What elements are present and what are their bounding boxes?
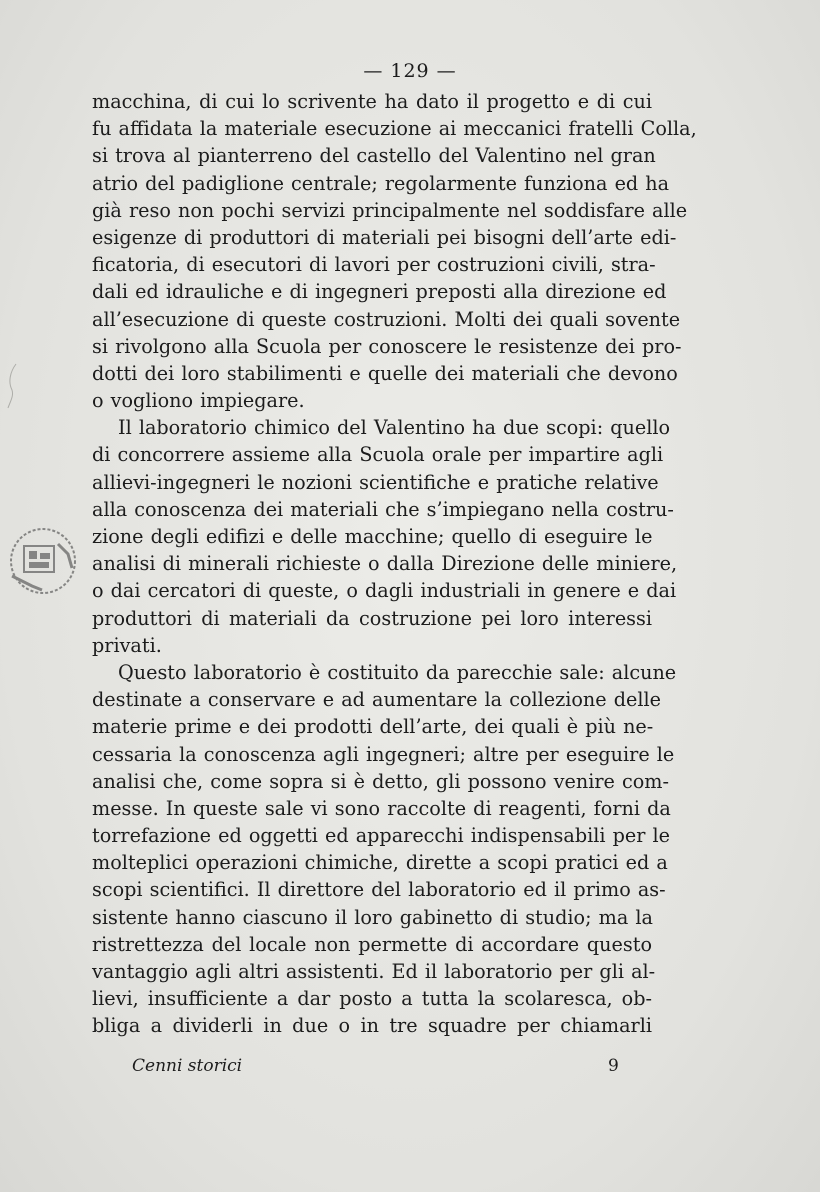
library-stamp-icon [2, 520, 84, 602]
text-line: o vogliono impiegare. [92, 389, 305, 413]
text-line: analisi di minerali richieste o dalla Direzione delle miniere, [92, 552, 678, 576]
text-line: destinate a conservare e ad aumentare la collezione delle [92, 688, 662, 712]
text-line: dali ed idrauliche e di ingegneri preposti alla direzione ed [92, 280, 667, 304]
paragraph-2 [92, 414, 678, 659]
text-line: zione degli edifizi e delle macchine; quello di eseguire le [92, 525, 653, 548]
footer-signature: Cenni storici [132, 1056, 243, 1076]
text-line: o dai cercatori di queste, o dagli industriali in genere e dai [92, 579, 677, 603]
text-line: di concorrere assieme alla Scuola orale per impartire agli [92, 443, 664, 467]
text-line: macchina, di cui lo scrivente ha dato il progetto e di cui [92, 90, 652, 113]
text-line: molteplici operazioni chimiche, dirette a scopi pratici ed a [92, 851, 668, 875]
text-line: fu affidata la materiale esecuzione ai meccanici fratelli Colla, [92, 117, 697, 141]
text-line: Questo laboratorio è costituito da parecchie sale: alcune [118, 660, 677, 684]
text-line: Il laboratorio chimico del Valentino ha due scopi: quello [118, 416, 671, 440]
text-line: alla conoscenza dei materiali che s’impiegano nella costru- [92, 497, 674, 521]
footer-signature-number: 9 [608, 1056, 619, 1076]
text-line: privati. [92, 633, 162, 657]
body-text [92, 88, 697, 1040]
text-line: materie prime e dei prodotti dell’arte, dei quali è più ne- [92, 715, 654, 739]
page-number: — 129 — [363, 60, 457, 82]
text-line: dotti dei loro stabilimenti e quelle dei materiali che devono [92, 361, 678, 385]
text-line: bliga a dividerli in due o in tre squadre per chiamarli [92, 1014, 652, 1038]
text-line: cessaria la conoscenza agli ingegneri; altre per eseguire le [92, 742, 675, 766]
margin-smudge [4, 360, 24, 410]
text-line: analisi che, come sopra si è detto, gli possono venire com- [92, 769, 669, 793]
text-line: già reso non pochi servizi principalmente nel soddisfare alle [92, 198, 688, 222]
text-line: ristrettezza del locale non permette di accordare questo [92, 932, 652, 956]
paragraph-1 [92, 88, 697, 414]
text-line: lievi, insufficiente a dar posto a tutta la scolaresca, ob- [92, 987, 652, 1011]
paragraph-3 [92, 659, 677, 1040]
text-line: si rivolgono alla Scuola per conoscere le resistenze dei pro- [92, 334, 682, 358]
text-line: vantaggio agli altri assistenti. Ed il laboratorio per gli al- [92, 960, 656, 983]
text-line: messe. In queste sale vi sono raccolte di reagenti, forni da [92, 796, 671, 820]
text-line: si trova al pianterreno del castello del Valentino nel gran [92, 144, 656, 168]
text-line: sistente hanno ciascuno il loro gabinetto di studio; ma la [92, 905, 653, 929]
text-line: atrio del padiglione centrale; regolarmente funziona ed ha [92, 171, 670, 195]
text-line: produttori di materiali da costruzione pei loro interessi [92, 606, 652, 630]
text-line: ficatoria, di esecutori di lavori per costruzioni civili, stra- [92, 253, 656, 277]
text-line: esigenze di produttori di materiali pei bisogni dell’arte edi- [92, 225, 677, 249]
text-line: all’esecuzione di queste costruzioni. Molti dei quali sovente [92, 307, 681, 331]
text-line: allievi-ingegneri le nozioni scientifiche e pratiche relative [92, 470, 659, 494]
text-line: torrefazione ed oggetti ed apparecchi indispensabili per le [92, 824, 671, 848]
text-line: scopi scientifici. Il direttore del laboratorio ed il primo as- [92, 878, 666, 902]
